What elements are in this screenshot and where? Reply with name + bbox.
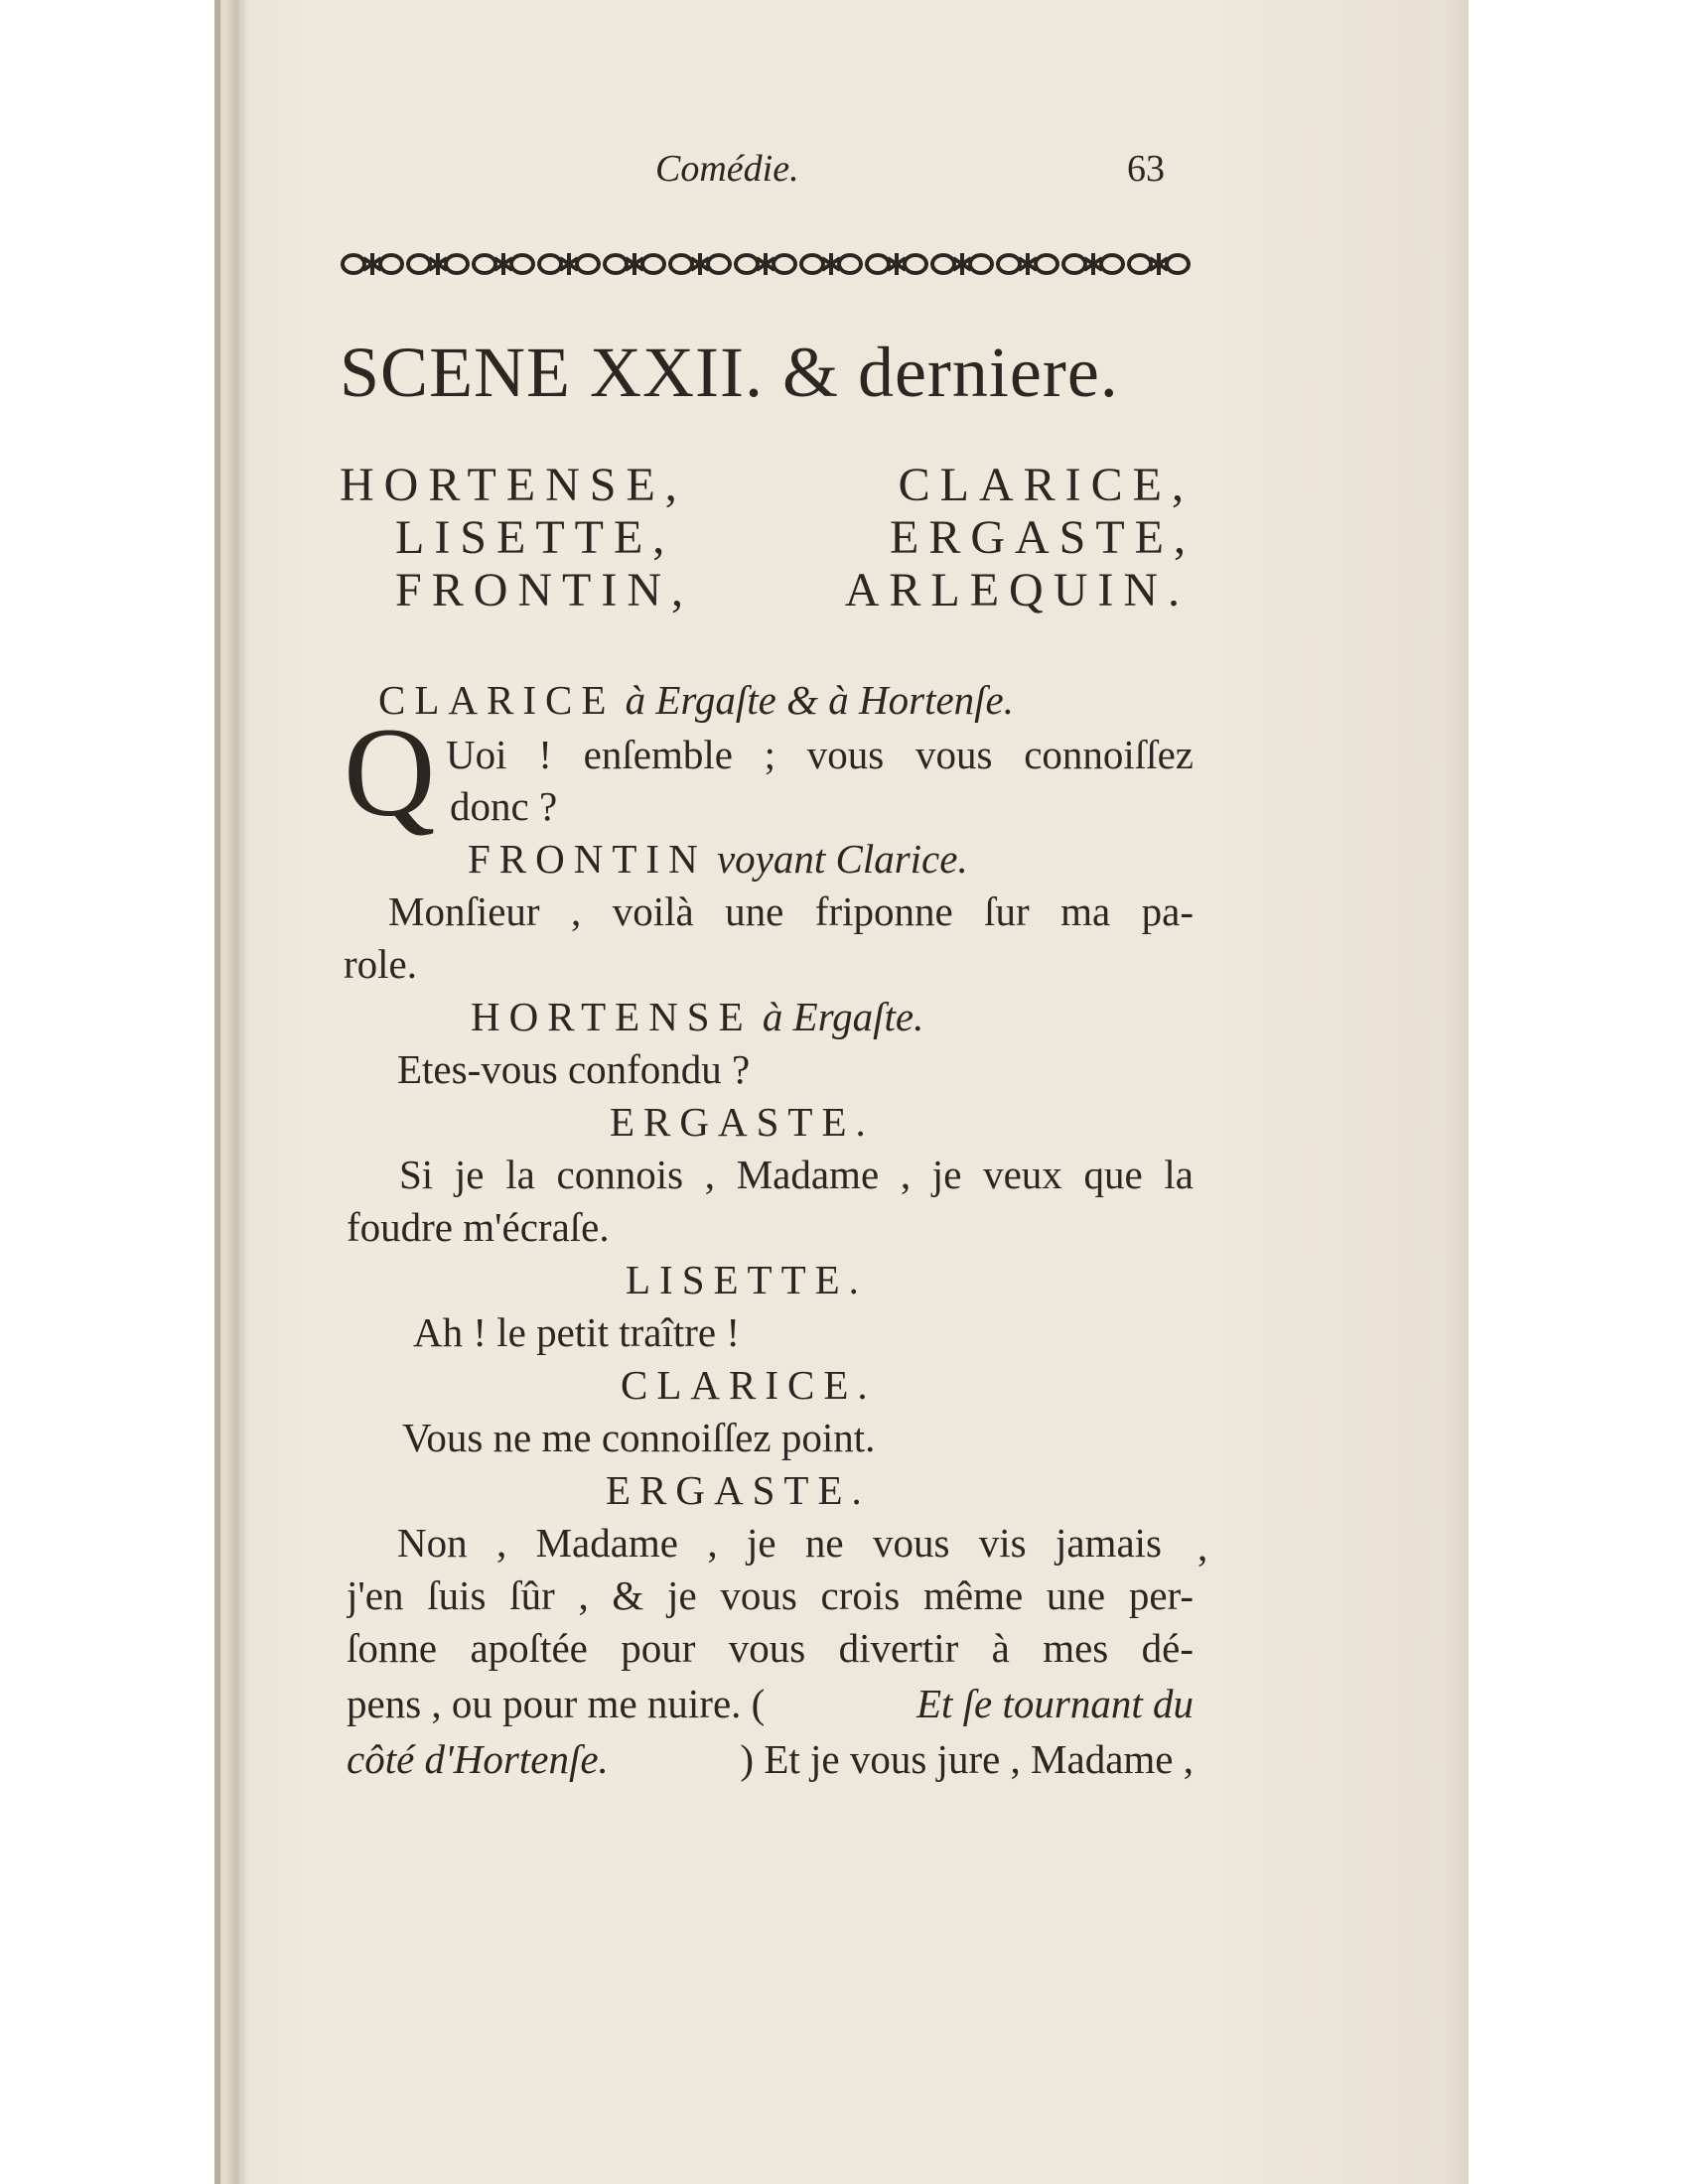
- speaker-hortense: HORTENSE à Ergaſte.: [471, 994, 924, 1039]
- stray-comma: ,: [1197, 1524, 1208, 1570]
- ornament-band: [340, 250, 1192, 278]
- text-line: role.: [344, 941, 417, 987]
- speaker-clarice: CLARICE à Ergaſte & à Hortenſe.: [378, 677, 1014, 723]
- text-line: côté d'Hortenſe. ) Et je vous jure , Madame ,: [347, 1736, 1194, 1782]
- page-number: 63: [1127, 148, 1165, 190]
- speaker-ergaste: ERGASTE.: [610, 1099, 875, 1145]
- scene-title: SCENE XXII. & derniere.: [340, 333, 1119, 412]
- speaker-ergaste: ERGASTE.: [606, 1467, 871, 1513]
- speaker-clarice: CLARICE.: [621, 1362, 877, 1408]
- text-line: Monſieur , voilà une friponne ſur ma pa-: [388, 888, 1194, 934]
- text-line: Vous ne me connoiſſez point.: [402, 1415, 876, 1460]
- text-line: Si je la connois , Madame , je veux que la: [399, 1152, 1194, 1197]
- drop-cap: Q: [344, 702, 436, 843]
- text-line: donc ?: [450, 783, 558, 829]
- text-line: pens , ou pour me nuire. ( Et ſe tournant du: [347, 1681, 1194, 1726]
- speaker-lisette: LISETTE.: [626, 1257, 868, 1302]
- text-line: Uoi ! enſemble ; vous vous connoiſſez: [446, 732, 1194, 777]
- text-line: Etes-vous confondu ?: [397, 1046, 751, 1092]
- text-line: j'en ſuis ſûr , & je vous crois même une per-: [347, 1572, 1194, 1618]
- page-spine-edge: [214, 0, 220, 2184]
- speaker-frontin: FRONTIN voyant Clarice.: [468, 836, 968, 882]
- text-line: foudre m'écraſe.: [347, 1204, 610, 1250]
- text-line: ſonne apoſtée pour vous divertir à mes dé-: [347, 1625, 1194, 1671]
- text-line: Non , Madame , je ne vous vis jamais: [397, 1520, 1162, 1566]
- cast-line-1: HORTENSE, CLARICE,: [340, 459, 1194, 511]
- cast-line-3: FRONTIN, ARLEQUIN.: [395, 564, 1190, 616]
- cast-line-2: LISETTE, ERGASTE,: [395, 511, 1196, 564]
- text-line: Ah ! le petit traître !: [413, 1309, 741, 1355]
- running-title: Comédie.: [655, 148, 799, 190]
